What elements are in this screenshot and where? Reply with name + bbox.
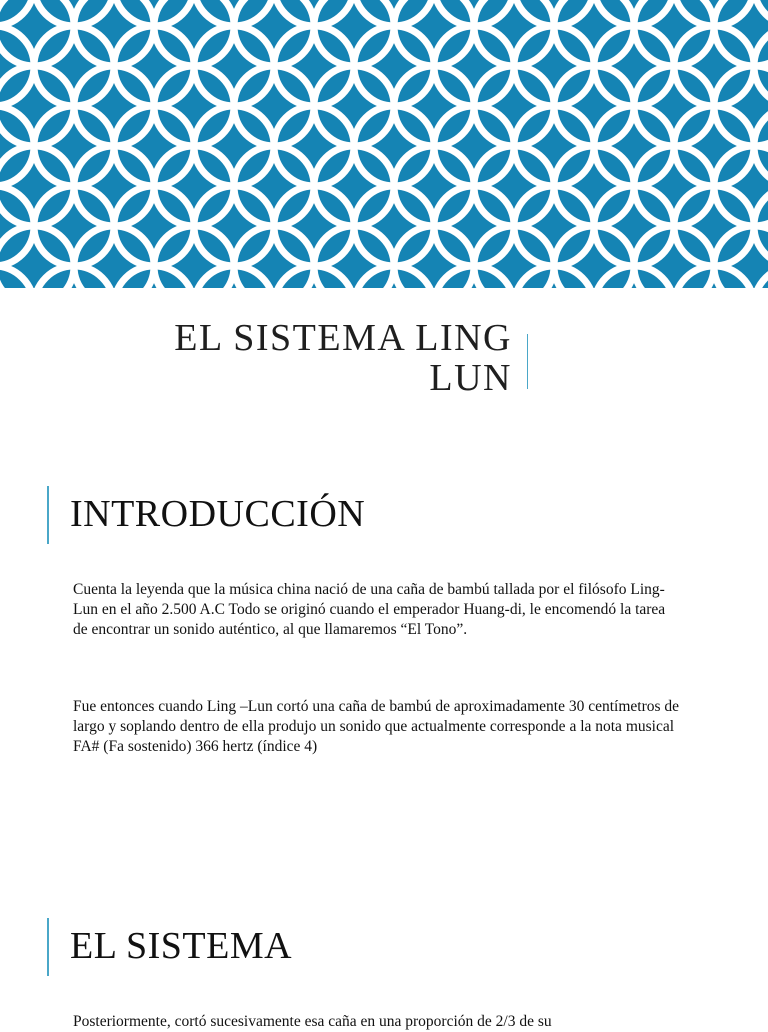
decorative-pattern-banner bbox=[0, 0, 768, 288]
interlocking-circles-pattern bbox=[0, 0, 768, 288]
system-heading: EL SISTEMA bbox=[70, 925, 293, 967]
intro-accent-rule bbox=[47, 486, 49, 544]
intro-paragraph-1: Cuenta la leyenda que la música china nació de una caña de bambú tallada por el filósofo Ling-Lun en el año 2.500 A.C Todo se originó cuando el emperador Huang-di, le encomendó la tarea de encontrar un sonido auténtico, al que llamaremos “El Tono”. bbox=[73, 581, 666, 638]
title-line-2: LUN bbox=[429, 357, 512, 399]
title-line-1: EL SISTEMA LING bbox=[174, 317, 512, 359]
title-accent-rule bbox=[527, 334, 528, 389]
slide-title bbox=[60, 318, 512, 398]
system-paragraph: Posteriormente, cortó sucesivamente esa caña en una proporción de 2/3 de su bbox=[73, 1013, 552, 1030]
intro-heading: INTRODUCCIÓN bbox=[70, 493, 366, 535]
intro-paragraph-2: Fue entonces cuando Ling –Lun cortó una caña de bambú de aproximadamente 30 centímetros de largo y soplando dentro de ella produjo un sonido que actualmente corresponde a la nota musical FA# (Fa sostenido) 366 hertz (índice 4) bbox=[73, 698, 680, 755]
system-accent-rule bbox=[47, 918, 49, 976]
